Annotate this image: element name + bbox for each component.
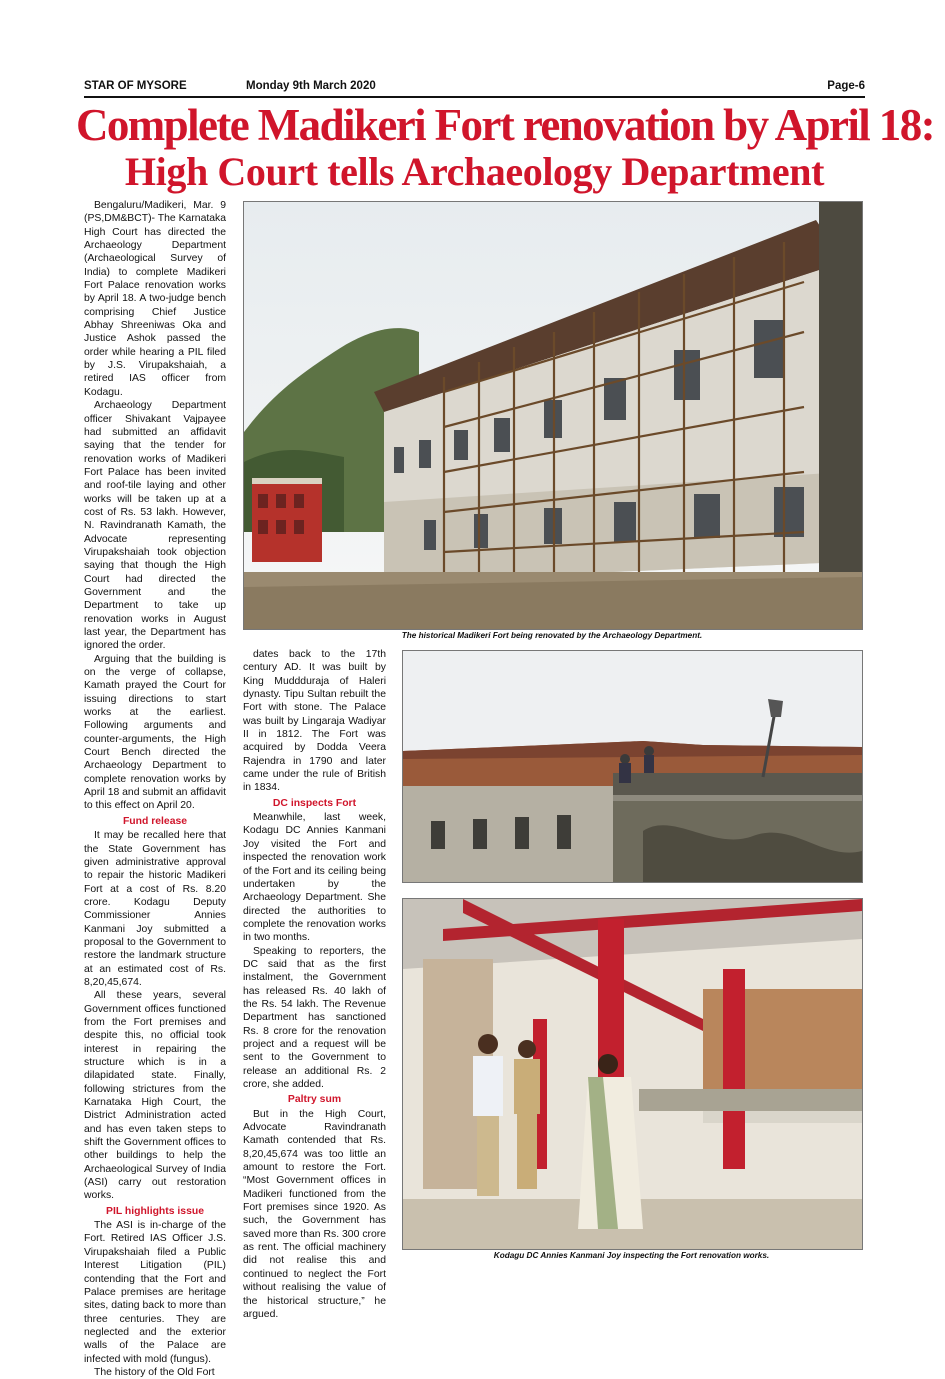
article-paragraph: The ASI is in-charge of the Fort. Retired IAS Officer J.S. Virupakshaiah filed a Public Interest Litigation (PIL) contending that the Fort and Palace premises are heritage sites, dating back to more than three centuries. They are neglected and the exterior walls of the Palace are infected with mold (fungus). <box>84 1220 226 1365</box>
fort-scaffolding-image <box>244 202 862 629</box>
headline-line-1: Complete Madikeri Fort renovation by April 18: <box>76 100 934 150</box>
photo-dc-inspection <box>402 898 863 1250</box>
article-paragraph: Meanwhile, last week, Kodagu DC Annies Kanmani Joy visited the Fort and inspected the renovation work of the Fort and its ceiling being undertaken by the Archaeology Department. She directed the authorities to complete the renovation works in two months. <box>243 812 386 944</box>
subheading: PIL highlights issue <box>106 1205 204 1217</box>
article-paragraph: Bengaluru/Madikeri, Mar. 9 (PS,DM&BCT)- The Karnataka High Court has directed the Archaeology Department (Archaeological Survey of India) to complete Madikeri Fort Palace renovation works by April 18. A two-judge bench comprising Chief Justice Abhay Shreeniwas Oka and Justice Ashok passed the order while hearing a PIL filed by J.S. Virupakshaiah, a retired IAS officer from Kodagu. <box>84 200 226 398</box>
dc-inspection-image <box>403 899 862 1249</box>
masthead-rule <box>84 96 865 98</box>
subheading: DC inspects Fort <box>272 797 357 809</box>
caption-photo-3: Kodagu DC Annies Kanmani Joy inspecting the Fort renovation works. <box>493 1251 770 1260</box>
article-paragraph: The history of the Old Fort <box>94 1366 215 1378</box>
roof-works-image <box>403 651 862 882</box>
article-paragraph: But in the High Court, Advocate Ravindranath Kamath contended that Rs. 8,20,45,674 was too little an amount to restore the Fort. “Most Government offices in Madikeri functioned from the Fort premises since 1920. As such, the Government has saved more than Rs. 300 crore as rent. The official machinery did not realise this and continued to neglect the Fort without realising the value of the historical structure,” he argued. <box>243 1108 386 1320</box>
caption-photo-1: The historical Madikeri Fort being renovated by the Archaeology Department. <box>401 631 703 640</box>
article-paragraph: Speaking to reporters, the DC said that as the first instalment, the Government has released Rs. 40 lakh of the Rs. 54 lakh. The Revenue Department has sanctioned Rs. 8 crore for the renovation project and a request will be sent to the Government to release an additional Rs. 2 crore, she added. <box>243 945 386 1090</box>
article-paragraph: Archaeology Department officer Shivakant Vajpayee had submitted an affidavit saying that the tender for renovation works of Madikeri Fort Palace has been invited and roof-tile laying and other works will be taken up at a cost of Rs. 53 lakh. However, N. Ravindranath Kamath, the Advocate representing Virupakshaiah took objection saying that though the High Court had directed the Government and the Department to take up renovation works in August last year, the Department has ignored the order. <box>84 400 226 652</box>
page-number: Page-6 <box>827 80 865 92</box>
photo-fort-scaffolding <box>243 201 863 630</box>
article-column-2 <box>243 648 386 1321</box>
article-paragraph: Arguing that the building is on the verge of collapse, Kamath prayed the Court for issuing directions to start works at the earliest. Following arguments and counter-arguments, the High Court Bench directed the Archaeology Department to complete renovation works by April 18 and submit an affidavit to this effect on April 20. <box>84 653 226 812</box>
article-paragraph: All these years, several Government offices functioned from the Fort premises and despite this, no official took interest in repairing the structure which is in a dilapidated state. Finally, following strictures from the Karnataka High Court, the District Administration acted and has even taken steps to shift the Government offices to other buildings to help the Archaeological Survey of India (ASI) carry out restoration works. <box>84 990 226 1202</box>
subheading: Paltry sum <box>287 1094 342 1106</box>
photo-roof-works <box>402 650 863 883</box>
article-paragraph: dates back to the 17th century AD. It was built by King Muddduraja of Haleri dynasty. Tipu Sultan rebuilt the Fort with stone. The Palace was built by Lingaraja Wadiyar II in 1812. The Fort was acquired by Dodda Veera Rajendra in 1790 and later came under the rule of British in 1834. <box>243 649 386 794</box>
article-paragraph: It may be recalled here that the State Government has given administrative approval to repair the historic Madikeri Fort at a cost of Rs. 8.20 crore. Kodagu Deputy Commissioner Annies Kanmani Joy submitted a proposal to the Government to restore the landmark structure at an estimated cost of Rs. 8,20,45,674. <box>84 830 226 988</box>
issue-date: Monday 9th March 2020 <box>246 80 376 92</box>
newspaper-name: STAR OF MYSORE <box>84 80 187 92</box>
article-column-1 <box>84 199 226 1379</box>
subheading: Fund release <box>122 815 188 827</box>
headline <box>76 100 934 195</box>
headline-line-2: High Court tells Archaeology Department <box>124 149 825 194</box>
